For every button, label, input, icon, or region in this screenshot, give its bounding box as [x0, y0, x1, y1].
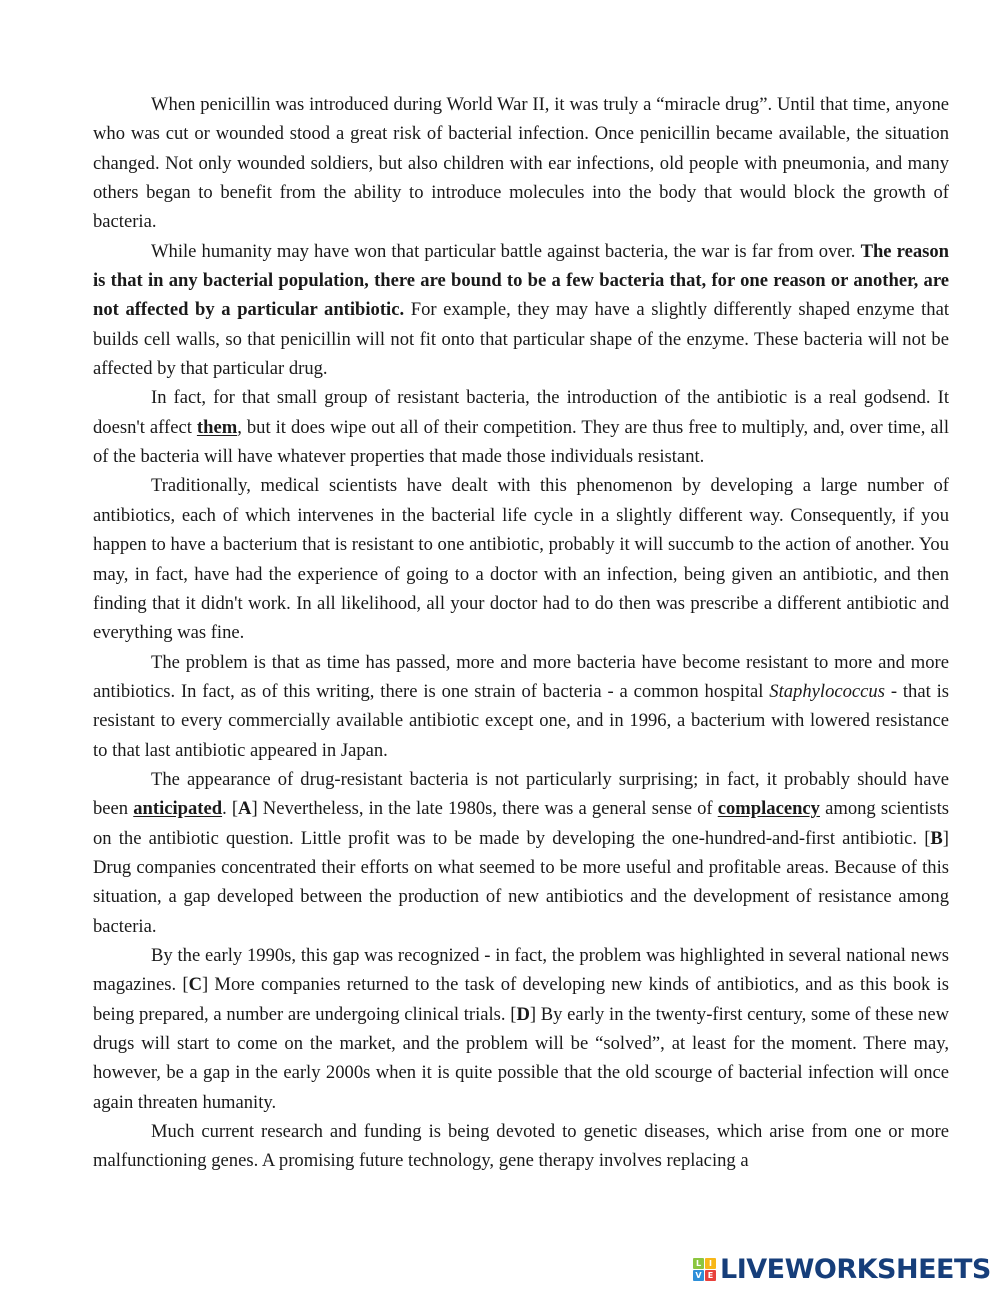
- text-segment: Traditionally, medical scientists have dealt with this phenomenon by developing a large number of antibiotics, each of which intervenes in the bacterial life cycle in a slightly different way. Consequently, if you happen to have a bacterium that is resistant to one antibiotic, probably it will succumb to the action of another. You may, in fact, have had the experience of going to a doctor with an infection, being given an antibiotic, and then finding that it didn't work. In all likelihood, all your doctor had to do then was prescribe a different antibiotic and everything was fine.: [93, 475, 949, 644]
- text-segment: among scientists on the antibiotic question. Little profit was to be made by developing the one-hundred-and-first antibiotic. [: [93, 798, 950, 849]
- emphasized-text: B: [930, 827, 943, 849]
- paragraph: [93, 237, 949, 384]
- paragraph: [93, 383, 949, 471]
- logo-tiles-icon: [693, 1258, 716, 1281]
- text-segment: By the early 1990s, this gap was recognized - in fact, the problem was highlighted in several national news magazines. [: [93, 944, 949, 996]
- paragraph: [93, 941, 949, 1117]
- text-segment: ] Drug companies concentrated their efforts on what seemed to be more useful and profitable areas. Because of this situation, a gap developed between the production of new antibiotics and the development of resistance among bacteria.: [93, 827, 949, 937]
- text-segment: For example, they may have a slightly differently shaped enzyme that builds cell walls, so that penicillin will not fit onto that particular shape of the enzyme. These bacteria will not be affected by that particular drug.: [93, 299, 949, 380]
- text-segment: In fact, for that small group of resistant bacteria, the introduction of the antibiotic is a real godsend. It doesn't affect: [93, 387, 949, 438]
- liveworksheets-logo: [693, 1256, 991, 1283]
- text-segment: The problem is that as time has passed, more and more bacteria have become resistant to more and more antibiotics. In fact, as of this writing, there is one strain of bacteria - a common hospital: [93, 651, 949, 702]
- text-segment: The appearance of drug-resistant bacteria is not particularly surprising; in fact, it probably should have been: [93, 768, 949, 820]
- text-segment: . [: [222, 798, 239, 820]
- text-segment: ] Nevertheless, in the late 1980s, there was a general sense of: [251, 798, 718, 820]
- paragraph: [93, 765, 949, 941]
- text-segment: ] More companies returned to the task of developing new kinds of antibiotics, and as this book is being prepared, a number are undergoing clinical trials. [: [93, 974, 949, 1025]
- paragraph: [93, 648, 949, 765]
- text-segment: Much current research and funding is being devoted to genetic diseases, which arise from one or more malfunctioning genes. A promising future technology, gene therapy involves replacing a: [93, 1121, 949, 1172]
- paragraph: [93, 1117, 949, 1176]
- logo-tile: V: [693, 1270, 704, 1281]
- logo-tile: L: [693, 1258, 704, 1269]
- text-segment: ] By early in the twenty-first century, some of these new drugs will start to come on the market, and the problem will be “solved”, at least for the moment. There may, however, be a gap in the early 2000s when it is quite possible that the old scourge of bacterial infection will once again threaten humanity.: [93, 1003, 949, 1113]
- emphasized-text: them: [196, 416, 238, 438]
- paragraph: [93, 90, 949, 237]
- emphasized-text: anticipated: [133, 798, 223, 820]
- emphasized-text: C: [188, 974, 202, 996]
- text-segment: , but it does wipe out all of their competition. They are thus free to multiply, and, over time, all of the bacteria will have whatever properties that made those individuals resistant.: [93, 416, 949, 468]
- paragraph: [93, 471, 949, 647]
- logo-tile: E: [705, 1270, 716, 1281]
- text-segment: When penicillin was introduced during World War II, it was truly a “miracle drug”. Until that time, anyone who was cut or wounded stood a great risk of bacterial infection. Once penicillin became available, the situation changed. Not only wounded soldiers, but also children with ear infections, old people with pneumonia, and many others began to benefit from the ability to introduce molecules into the body that would block the growth of bacteria.: [93, 94, 949, 233]
- text-segment: - that is resistant to every commercially available antibiotic except one, and in 1996, a bacterium with lowered resistance to that last antibiotic appeared in Japan.: [93, 680, 950, 761]
- text-segment: While humanity may have won that particular battle against bacteria, the war is far from over.: [151, 240, 861, 262]
- emphasized-text: D: [516, 1003, 530, 1025]
- emphasized-text: complacency: [717, 798, 820, 820]
- emphasized-text: A: [238, 798, 252, 820]
- emphasized-text: Staphylococcus: [769, 680, 885, 702]
- logo-tile: I: [705, 1258, 716, 1269]
- logo-wordmark: LIVEWORKSHEETS: [720, 1254, 991, 1285]
- reading-passage: [93, 90, 949, 1176]
- emphasized-text: The reason is that in any bacterial population, there are bound to be a few bacteria that, for one reason or another, are not affected by a particular antibiotic.: [93, 240, 950, 321]
